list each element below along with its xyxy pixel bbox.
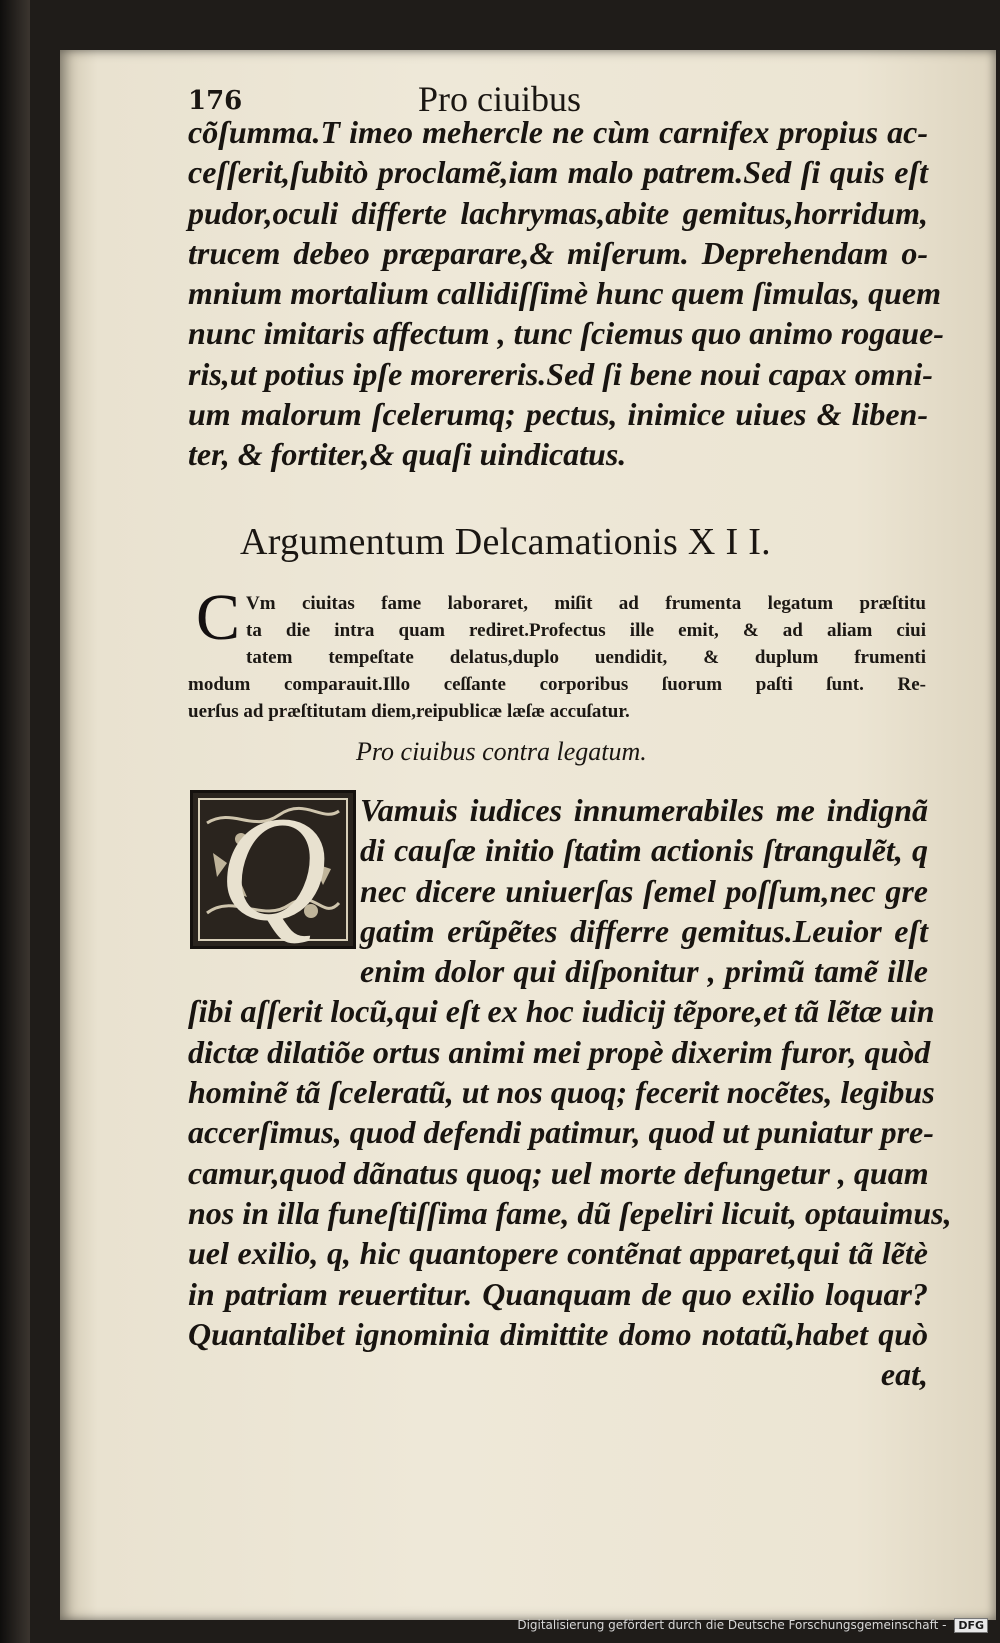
text-line: um malorum ſcelerumq; pectus, inimice uiues & liben- — [188, 396, 928, 433]
text-line: dictæ dilatiõe ortus animi mei propè dixerim furor, quòd — [188, 1033, 931, 1070]
argument-line: Vm ciuitas fame laboraret, miſit ad frumenta legatum præſtitu — [246, 593, 926, 614]
decorated-initial-letter: Q — [218, 786, 328, 952]
speech-subheading: Pro ciuibus contra legatum. — [356, 737, 647, 766]
section-heading: Argumentum Delcamationis X I I. — [240, 521, 771, 563]
digitization-credit — [517, 1618, 988, 1633]
argument-line: modum comparauit.Illo ceſſante corporibus ſuorum paſti ſunt. Re- — [188, 674, 926, 695]
text-line: ter, & fortiter,& quaſi uindicatus. — [188, 436, 627, 473]
text-line: hominẽ tã ſceleratũ, ut nos quoq; fecerit nocẽtes, legibus — [188, 1074, 935, 1111]
page-number: 176 — [188, 86, 243, 116]
text-line: Quantalibet ignominia dimittite domo notatũ,habet quò — [188, 1315, 928, 1352]
text-line: camur,quod dãnatus quoq; uel morte defungetur , quam — [188, 1154, 929, 1191]
text-line: in patriam reuertitur. Quanquam de quo exilio loquar? — [188, 1275, 928, 1312]
text-line: Vamuis iudices innumerabiles me indignã — [360, 792, 928, 828]
text-line: nec dicere uniuerſas ſemel poſſum,nec gre — [360, 872, 928, 909]
dfg-logo: DFG — [954, 1618, 988, 1633]
credit-text: Digitalisierung gefördert durch die Deutsche Forschungsgemeinschaft - — [517, 1618, 947, 1632]
argument-line: uerſus ad præſtitutam diem,reipublicæ læſæ accuſatur. — [188, 701, 630, 722]
text-line: uel exilio, q, hic quantopere contẽnat apparet,qui tã lẽtè — [188, 1235, 928, 1272]
argument-line: tatem tempeſtate delatus,duplo uendidit, & duplum frumenti — [246, 647, 926, 668]
text-line: nunc imitaris affectum , tunc ſciemus quo animo rogaue- — [188, 315, 944, 352]
text-line: enim dolor qui diſponitur , primũ tamẽ ille — [360, 953, 928, 990]
book-spine-shadow — [0, 0, 30, 1643]
text-line: ſibi aſſerit locũ,qui eſt ex hoc iudicij tẽpore,et tã lẽtæ uin — [188, 993, 935, 1030]
text-line: pudor,oculi differte lachrymas,abite gemitus,horridum, — [188, 194, 928, 231]
running-title: Pro ciuibus — [418, 79, 582, 119]
text-line: accerſimus, quod defendi patimur, quod ut puniatur pre- — [188, 1114, 934, 1151]
text-line: trucem debeo præparare,& miſerum. Deprehendam o- — [188, 234, 928, 271]
catchword: eat, — [880, 1356, 928, 1393]
speech-paragraph — [188, 786, 952, 1394]
text-line: ceſſerit,ſubitò proclamẽ,iam malo patrem.Sed ſi quis eſt — [188, 154, 928, 191]
text-line: nos in illa funeſtiſſima fame, dũ ſepeliri licuit, optauimus, — [188, 1194, 952, 1231]
text-line: gatim erũpẽtes differre gemitus.Leuior eſt — [360, 912, 928, 949]
opening-paragraph — [188, 112, 944, 475]
text-line: cõſumma.T imeo mehercle ne cùm carnifex propius ac- — [188, 114, 928, 150]
argument-line: ta die intra quam rediret.Profectus ille emit, & ad aliam ciui — [246, 620, 926, 641]
argument-initial-letter: C — [196, 581, 241, 654]
text-line: mnium mortalium callidiſſimè hunc quem ſimulas, quem — [188, 275, 941, 312]
argument-paragraph — [188, 581, 926, 725]
text-line: di cauſæ initio ſtatim actionis ſtrangulẽt, q — [360, 832, 928, 869]
text-line: ris,ut potius ipſe morereris.Sed ſi bene noui capax omni- — [188, 355, 933, 392]
